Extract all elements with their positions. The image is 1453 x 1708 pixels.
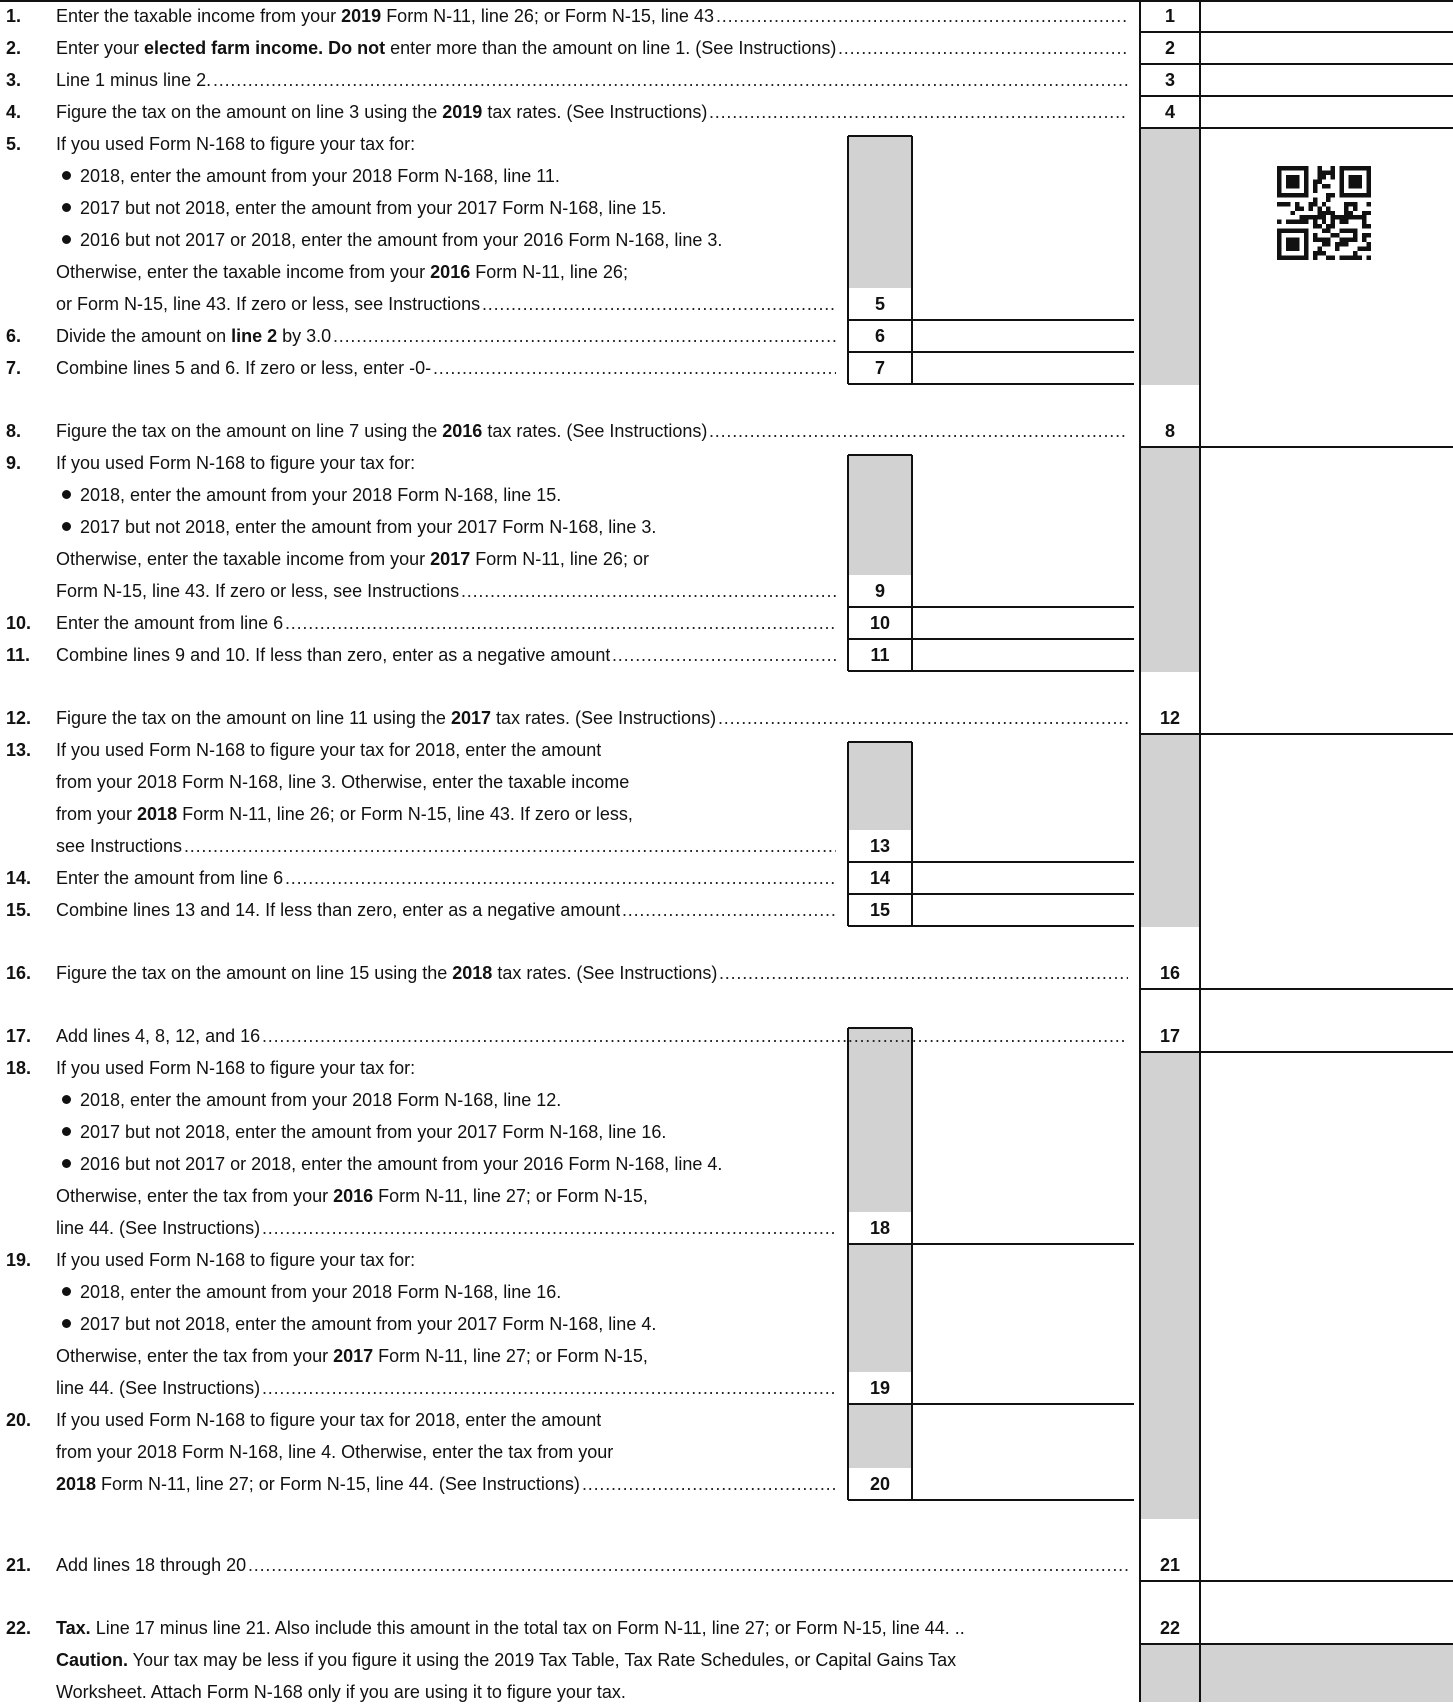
text-run: Form N-11, line 26; or Form N-15, line 43 <box>381 6 714 26</box>
line-text <box>62 1276 561 1308</box>
line-21-amount-field[interactable] <box>1204 1551 1449 1579</box>
line-box-label: 18 <box>869 1218 891 1238</box>
text-run: by 3.0 <box>277 326 332 346</box>
text-run: Otherwise, enter the taxable income from your <box>56 549 431 569</box>
dot-leader <box>184 830 836 862</box>
text-run: Figure the tax on the amount on line 7 using the <box>56 421 443 441</box>
text-run: 2018, enter the amount from your 2018 Form N-168, line 15. <box>80 485 562 505</box>
bold-text: 2018 <box>452 963 493 983</box>
line-text <box>56 1340 648 1372</box>
line-text <box>56 1020 260 1052</box>
dot-leader <box>709 96 1128 128</box>
line-text <box>56 862 283 894</box>
text-run: Figure the tax on the amount on line 15 using the <box>56 963 453 983</box>
text-run: Add lines 18 through 20 <box>56 1555 247 1575</box>
text-run: see Instructions <box>56 836 183 856</box>
form-line <box>0 1084 1140 1116</box>
text-run: Line 1 minus line 2. <box>56 70 212 90</box>
line-17-amount-field[interactable] <box>1204 1022 1449 1050</box>
dot-leader <box>262 1020 1128 1052</box>
dot-leader <box>709 415 1128 447</box>
line-text <box>56 415 707 447</box>
line-number: 16. <box>6 963 32 983</box>
line-number: 21. <box>6 1555 32 1575</box>
text-run: or Form N-15, line 43. If zero or less, see Instructions <box>56 294 481 314</box>
text-run: 2017 but not 2018, enter the amount from your 2017 Form N-168, line 15. <box>80 198 667 218</box>
form-line <box>0 479 1140 511</box>
line-number: 9. <box>6 453 22 473</box>
line-number: 18. <box>6 1058 32 1078</box>
line-number: 17. <box>6 1026 32 1046</box>
line-text <box>62 1308 656 1340</box>
line-box-label: 15 <box>869 900 891 920</box>
line-number: 3. <box>6 70 22 90</box>
line-text <box>56 1372 260 1404</box>
form-line <box>0 1308 1140 1340</box>
form-line <box>0 798 1140 830</box>
text-run: enter more than the amount on line 1. (See Instructions) <box>385 38 837 58</box>
text-run: Form N-11, line 26; <box>470 262 628 282</box>
line-4-amount-field[interactable] <box>1204 98 1449 126</box>
line-text <box>62 1084 561 1116</box>
dot-leader <box>433 352 836 384</box>
form-line <box>0 1276 1140 1308</box>
text-run: Combine lines 9 and 10. If less than zero, enter as a negative amount <box>56 645 611 665</box>
text-run: line 44. (See Instructions) <box>56 1378 261 1398</box>
bold-text: 2018 <box>56 1474 97 1494</box>
text-run: Otherwise, enter the taxable income from your <box>56 262 431 282</box>
form-line <box>0 1180 1140 1212</box>
text-run: from your <box>56 804 138 824</box>
line-box-label: 4 <box>1164 102 1175 122</box>
line-3-amount-field[interactable] <box>1204 66 1449 94</box>
line-18-amount-field[interactable] <box>916 1214 1130 1242</box>
form-line <box>0 702 1140 734</box>
line-box-label: 3 <box>1164 70 1175 90</box>
line-2-amount-field[interactable] <box>1204 34 1449 62</box>
form-line <box>0 447 1140 479</box>
form-line <box>0 96 1140 128</box>
line-number: 15. <box>6 900 32 920</box>
text-run: 2018, enter the amount from your 2018 Form N-168, line 12. <box>80 1090 562 1110</box>
line-text <box>56 894 620 926</box>
line-text <box>62 479 561 511</box>
line-number: 8. <box>6 421 22 441</box>
line-number: 6. <box>6 326 22 346</box>
line-box-label: 22 <box>1159 1618 1181 1638</box>
line-text <box>62 192 666 224</box>
qr-code-icon <box>1277 166 1371 260</box>
line-box-label: 13 <box>869 836 891 856</box>
form-line <box>0 160 1140 192</box>
form-line <box>0 1549 1140 1581</box>
line-1-amount-field[interactable] <box>1204 2 1449 30</box>
line-text <box>56 798 633 830</box>
line-box-label: 7 <box>874 358 885 378</box>
dot-leader <box>213 64 1128 96</box>
form-line <box>0 1116 1140 1148</box>
line-number: 20. <box>6 1410 32 1430</box>
line-text <box>56 1212 260 1244</box>
line-text <box>56 64 211 96</box>
line-text <box>56 128 415 160</box>
form-line <box>0 1404 1140 1436</box>
line-16-amount-field[interactable] <box>1204 959 1449 987</box>
text-run: 2017 but not 2018, enter the amount from your 2017 Form N-168, line 4. <box>80 1314 657 1334</box>
line-14-amount-field[interactable] <box>916 864 1130 892</box>
form-line <box>0 957 1140 989</box>
line-box-label: 21 <box>1159 1555 1181 1575</box>
text-run: 2018, enter the amount from your 2018 Form N-168, line 11. <box>80 166 560 186</box>
line-box-label: 2 <box>1164 38 1175 58</box>
bold-text: 2017 <box>430 549 471 569</box>
line-text <box>56 543 649 575</box>
line-box-label: 11 <box>870 645 890 665</box>
form-line <box>0 1244 1140 1276</box>
line-text <box>62 224 722 256</box>
line-number: 14. <box>6 868 32 888</box>
line-text <box>56 256 628 288</box>
line-box-label: 10 <box>869 613 891 633</box>
line-number: 12. <box>6 708 32 728</box>
line-text <box>56 1676 626 1708</box>
line-text <box>56 0 714 32</box>
dot-leader <box>333 320 836 352</box>
line-11-amount-field[interactable] <box>916 641 1130 669</box>
text-run: 2017 but not 2018, enter the amount from your 2017 Form N-168, line 3. <box>80 517 657 537</box>
line-text <box>56 830 182 862</box>
line-box-label: 12 <box>1159 708 1181 728</box>
line-10-amount-field[interactable] <box>916 609 1130 637</box>
line-19-amount-field[interactable] <box>916 1374 1130 1402</box>
dot-leader <box>582 1468 836 1500</box>
line-text <box>56 447 415 479</box>
form-line <box>0 1340 1140 1372</box>
text-run: If you used Form N-168 to figure your tax for 2018, enter the amount <box>56 1410 602 1430</box>
form-line <box>0 224 1140 256</box>
text-run: Add lines 4, 8, 12, and 16 <box>56 1026 261 1046</box>
bold-text: Tax. <box>56 1618 91 1638</box>
line-number: 1. <box>6 6 22 26</box>
bold-text: elected farm income. Do not <box>144 38 386 58</box>
text-run: tax rates. (See Instructions) <box>482 102 708 122</box>
text-run: If you used Form N-168 to figure your tax for: <box>56 453 416 473</box>
bold-text: Caution. <box>56 1650 128 1670</box>
text-run: tax rates. (See Instructions) <box>490 708 717 728</box>
line-box-label: 14 <box>869 868 891 888</box>
text-run: Form N-11, line 27; or Form N-15, <box>373 1186 648 1206</box>
line-text <box>56 1404 601 1436</box>
text-run: Figure the tax on the amount on line 3 using the <box>56 102 443 122</box>
bold-text: 2016 <box>442 421 483 441</box>
line-text <box>56 607 283 639</box>
line-number: 22. <box>6 1618 32 1638</box>
line-text <box>56 1468 580 1500</box>
bold-text: 2017 <box>450 708 491 728</box>
form-line <box>0 256 1140 288</box>
line-box-label: 19 <box>869 1378 891 1398</box>
line-box-label: 6 <box>874 326 885 346</box>
line-5-amount-field[interactable] <box>916 290 1130 318</box>
line-9-amount-field[interactable] <box>916 577 1130 605</box>
line-15-amount-field[interactable] <box>916 896 1130 924</box>
bold-text: 2019 <box>341 6 382 26</box>
line-6-amount-field[interactable] <box>916 322 1130 350</box>
bold-text: 2016 <box>333 1186 374 1206</box>
line-box-label: 16 <box>1159 963 1181 983</box>
line-text <box>62 160 560 192</box>
form-line <box>0 511 1140 543</box>
text-run: Form N-11, line 27; or Form N-15, <box>373 1346 648 1366</box>
line-number: 11. <box>6 645 31 665</box>
form-line <box>0 192 1140 224</box>
form-line <box>0 1676 1140 1708</box>
text-run: Form N-15, line 43. If zero or less, see Instructions <box>56 581 460 601</box>
dot-leader <box>716 0 1128 32</box>
bold-text: 2016 <box>430 262 471 282</box>
dot-leader <box>248 1549 1128 1581</box>
text-run: from your 2018 Form N-168, line 4. Otherwise, enter the tax from your <box>56 1442 614 1462</box>
text-run: Form N-11, line 27; or Form N-15, line 44. (See Instructions) <box>96 1474 580 1494</box>
line-box-label: 9 <box>874 581 885 601</box>
line-text <box>56 96 707 128</box>
line-text <box>56 1180 648 1212</box>
form-line <box>0 32 1140 64</box>
line-text <box>56 639 610 671</box>
text-run: Divide the amount on <box>56 326 232 346</box>
text-run: If you used Form N-168 to figure your tax for 2018, enter the amount <box>56 740 602 760</box>
bold-text: 2018 <box>137 804 178 824</box>
form-line <box>0 1436 1140 1468</box>
text-run: Enter the amount from line 6 <box>56 868 284 888</box>
text-run: 2016 but not 2017 or 2018, enter the amount from your 2016 Form N-168, line 4. <box>80 1154 723 1174</box>
line-number: 4. <box>6 102 22 122</box>
line-text <box>62 511 656 543</box>
text-run: tax rates. (See Instructions) <box>482 421 708 441</box>
line-box-label: 5 <box>874 294 885 314</box>
dot-leader <box>482 288 836 320</box>
line-text <box>56 957 717 989</box>
text-run: Form N-11, line 26; or <box>470 549 649 569</box>
bold-text: 2017 <box>333 1346 374 1366</box>
dot-leader <box>285 862 836 894</box>
line-text <box>56 766 629 798</box>
line-text <box>56 1644 956 1676</box>
text-run: Form N-11, line 26; or Form N-15, line 43. If zero or less, <box>177 804 633 824</box>
form-line <box>0 734 1140 766</box>
form-line <box>0 1148 1140 1180</box>
line-text <box>56 1612 965 1644</box>
line-text <box>56 1244 415 1276</box>
text-run: Your tax may be less if you figure it using the 2019 Tax Table, Tax Rate Schedules, or Capital Gains Tax <box>128 1650 957 1670</box>
line-text <box>56 575 459 607</box>
bold-text: line 2 <box>231 326 278 346</box>
text-run: 2016 but not 2017 or 2018, enter the amount from your 2016 Form N-168, line 3. <box>80 230 723 250</box>
text-run: If you used Form N-168 to figure your tax for: <box>56 134 416 154</box>
form-line <box>0 64 1140 96</box>
text-run: Enter the taxable income from your <box>56 6 342 26</box>
form-line <box>0 1020 1140 1052</box>
text-run: If you used Form N-168 to figure your tax for: <box>56 1250 416 1270</box>
dot-leader <box>285 607 836 639</box>
line-number: 5. <box>6 134 22 154</box>
text-run: Combine lines 5 and 6. If zero or less, enter -0- <box>56 358 432 378</box>
text-run: line 44. (See Instructions) <box>56 1218 261 1238</box>
text-run: Figure the tax on the amount on line 11 using the <box>56 708 451 728</box>
line-12-amount-field[interactable] <box>1204 704 1449 732</box>
line-box-label: 17 <box>1159 1026 1181 1046</box>
dot-leader <box>262 1372 836 1404</box>
form-line <box>0 1644 1140 1676</box>
bold-text: 2019 <box>442 102 483 122</box>
text-run: Line 17 minus line 21. Also include this amount in the total tax on Form N-11, line 27; or Form N-15, line 44. .. <box>90 1618 965 1638</box>
dot-leader <box>718 702 1128 734</box>
line-box-label: 20 <box>869 1474 891 1494</box>
text-run: tax rates. (See Instructions) <box>492 963 718 983</box>
line-text <box>56 1436 613 1468</box>
line-8-amount-field[interactable] <box>1204 417 1449 445</box>
text-run: Enter the amount from line 6 <box>56 613 284 633</box>
line-20-amount-field[interactable] <box>916 1470 1130 1498</box>
line-text <box>56 734 601 766</box>
form-line <box>0 415 1140 447</box>
dot-leader <box>838 32 1128 64</box>
line-text <box>56 1549 246 1581</box>
line-text <box>56 32 836 64</box>
line-text <box>56 1052 415 1084</box>
line-number: 2. <box>6 38 22 58</box>
line-text <box>62 1148 722 1180</box>
text-run: Enter your <box>56 38 145 58</box>
line-number: 19. <box>6 1250 32 1270</box>
text-run: Combine lines 13 and 14. If less than zero, enter as a negative amount <box>56 900 621 920</box>
text-run: Otherwise, enter the tax from your <box>56 1186 334 1206</box>
line-text <box>56 320 331 352</box>
text-run: from your 2018 Form N-168, line 3. Otherwise, enter the taxable income <box>56 772 630 792</box>
dot-leader <box>262 1212 836 1244</box>
line-text <box>56 702 716 734</box>
line-number: 13. <box>6 740 32 760</box>
line-22-amount-field[interactable] <box>1204 1614 1449 1642</box>
dot-leader <box>719 957 1128 989</box>
text-run: Worksheet. Attach Form N-168 only if you are using it to figure your tax. <box>56 1682 626 1702</box>
form-line <box>0 1612 1140 1644</box>
form-line <box>0 543 1140 575</box>
line-box-label: 8 <box>1164 421 1175 441</box>
form-line <box>0 1052 1140 1084</box>
text-run: 2017 but not 2018, enter the amount from your 2017 Form N-168, line 16. <box>80 1122 667 1142</box>
form-line <box>0 128 1140 160</box>
line-box-label: 1 <box>1164 6 1175 26</box>
line-number: 10. <box>6 613 32 633</box>
text-run: Otherwise, enter the tax from your <box>56 1346 334 1366</box>
dot-leader <box>461 575 836 607</box>
dot-leader <box>612 639 836 671</box>
line-text <box>56 288 480 320</box>
line-13-amount-field[interactable] <box>916 832 1130 860</box>
line-number: 7. <box>6 358 22 378</box>
form-line <box>0 0 1140 32</box>
line-7-amount-field[interactable] <box>916 354 1130 382</box>
line-text <box>62 1116 666 1148</box>
text-run: If you used Form N-168 to figure your tax for: <box>56 1058 416 1078</box>
form-line <box>0 766 1140 798</box>
dot-leader <box>622 894 836 926</box>
line-text <box>56 352 431 384</box>
text-run: 2018, enter the amount from your 2018 Form N-168, line 16. <box>80 1282 562 1302</box>
